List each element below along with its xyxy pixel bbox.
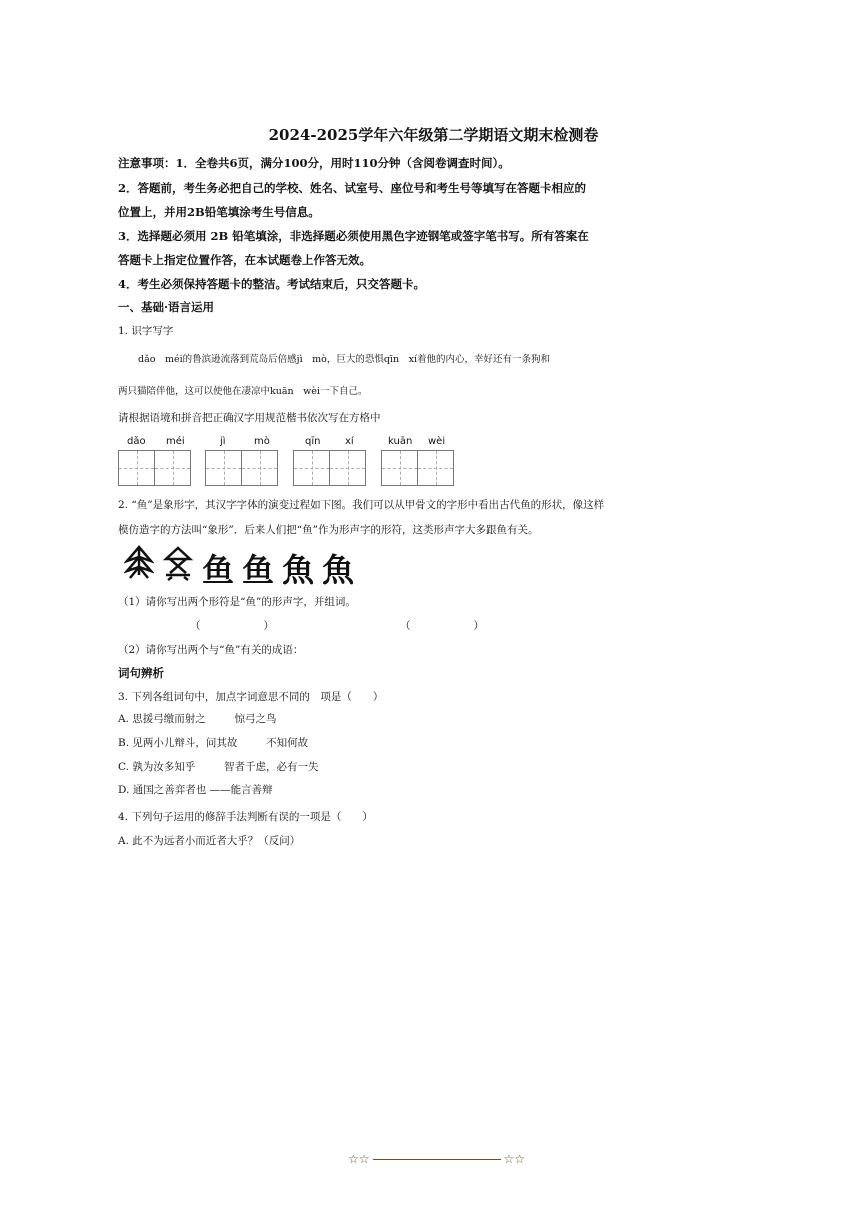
q2-line-2: 模仿造字的方法叫“象形”．后来人们把“鱼”作为形声字的形符，这类形声字大多跟鱼有关。 — [118, 524, 539, 536]
pinyin-label: qīn — [305, 436, 321, 447]
answer-paren-2[interactable]: （ ） — [400, 620, 484, 632]
writing-cell[interactable] — [417, 450, 454, 486]
regular-fish-glyph: 魚 — [322, 551, 355, 589]
q2-sub-1: （1）请你写出两个形符是“鱼”的形声字，并组词。 — [118, 596, 356, 608]
notes-line-6: 4．考生必须保持答题卡的整洁。考试结束后，只交答题卡。 — [118, 277, 425, 291]
pinyin-label: xí — [345, 436, 354, 447]
seal-fish-glyph: 鱼 — [202, 551, 235, 589]
writing-cell[interactable] — [241, 450, 278, 486]
notes-line-4: 3．选择题必须用 2B 铅笔填涂，非选择题必须使用黑色字迹钢笔或签字笔书写。所有答案在 — [118, 229, 589, 243]
section-heading-basics: 一、基础·语言运用 — [118, 300, 215, 314]
notes-line-5: 答题卡上指定位置作答，在本试题卷上作答无效。 — [118, 253, 371, 267]
pinyin-label: wèi — [428, 436, 446, 447]
option-right-text: 惊弓之鸟 — [234, 713, 277, 725]
clerical-fish-glyph: 鱼 — [242, 551, 275, 589]
notes-line-2: 2．答题前，考生务必把自己的学校、姓名、试室号、座位号和考生号等填写在答题卡相应的 — [118, 181, 586, 195]
q3-title: 3. 下列各组词句中，加点字词意思不同的 项是（ ） — [118, 691, 384, 703]
pinyin-label: mò — [254, 436, 270, 447]
q3-option-b[interactable] — [118, 735, 308, 750]
option-right-text: 不知何故 — [266, 737, 309, 749]
option-left-text: 通国之善弈者也 — [132, 784, 207, 796]
writing-cell[interactable] — [381, 450, 418, 486]
option-left-text: 见两小儿辩斗，问其故 — [132, 737, 238, 749]
writing-cell[interactable] — [293, 450, 330, 486]
writing-cell[interactable] — [118, 450, 155, 486]
writing-grid-3 — [293, 450, 365, 486]
option-right-text: 智者千虑，必有一失 — [224, 761, 319, 773]
q4-title: 4. 下列句子运用的修辞手法判断有误的一项是（ ） — [118, 811, 373, 823]
notes-line-3: 位置上，并用2B铅笔填涂考生号信息。 — [118, 205, 320, 219]
q4-option-a[interactable]: A. 此不为远者小而近者大乎？（反问） — [118, 835, 301, 847]
traditional-fish-glyph: 魚 — [282, 551, 315, 589]
notes-line-1: 注意事项：1．全卷共6页，满分100分，用时110分钟（含阅卷调查时间）。 — [118, 156, 510, 170]
q1-title: 1. 识字写字 — [118, 325, 174, 337]
footer-divider — [373, 1159, 501, 1160]
writing-grid-1 — [118, 450, 190, 486]
fish-glyph-evolution — [124, 545, 354, 591]
pinyin-label: kuān — [388, 436, 413, 447]
page-footer — [348, 1152, 525, 1166]
option-label: D. — [118, 784, 130, 796]
q3-option-a[interactable] — [118, 711, 276, 726]
option-label: C. — [118, 761, 129, 773]
q2-sub-2: （2）请你写出两个与“鱼”有关的成语： — [118, 644, 304, 656]
option-label: B. — [118, 737, 130, 749]
option-left-text: 孰为汝多知乎 — [132, 761, 196, 773]
q1-passage-line-2: 两只猫陪伴他，这可以使他在凄凉中kuān wèi一下自己。 — [118, 386, 368, 397]
writing-cell[interactable] — [205, 450, 242, 486]
writing-cell[interactable] — [329, 450, 366, 486]
pinyin-label: dǎo — [127, 436, 146, 447]
writing-grid-2 — [205, 450, 277, 486]
page-title: 2024-2025学年六年级第二学期语文期末检测卷 — [268, 126, 599, 144]
pinyin-label: méi — [166, 436, 185, 447]
section-heading-word-analysis: 词句辨析 — [118, 666, 164, 680]
pinyin-label: jì — [220, 436, 226, 447]
star-icon: ☆☆ — [503, 1152, 526, 1166]
answer-paren-1[interactable]: （ ） — [190, 620, 274, 632]
q2-line-1: 2. “鱼”是象形字，其汉字字体的演变过程如下图。我们可以从甲骨文的字形中看出古代鱼的形状，像这样 — [118, 499, 605, 511]
option-left-text: 思援弓缴而射之 — [132, 713, 206, 725]
writing-grid-4 — [381, 450, 453, 486]
q1-passage-line-1: dǎo méi的鲁滨逊流落到荒岛后倍感jì mò，巨大的恐惧qīn xí着他的内心，幸好还有一条狗和 — [138, 354, 550, 365]
option-right-text: ——能言善辩 — [209, 784, 273, 796]
q3-option-c[interactable] — [118, 759, 319, 774]
star-icon: ☆☆ — [348, 1152, 370, 1166]
writing-cell[interactable] — [154, 450, 191, 486]
option-label: A. — [118, 713, 129, 725]
q1-instruction: 请根据语境和拼音把正确汉字用规范楷书依次写在方格中 — [118, 412, 381, 424]
bronze-fish-glyph — [162, 545, 194, 581]
q3-option-d[interactable] — [118, 782, 273, 797]
oracle-bone-fish-glyph — [124, 545, 154, 581]
